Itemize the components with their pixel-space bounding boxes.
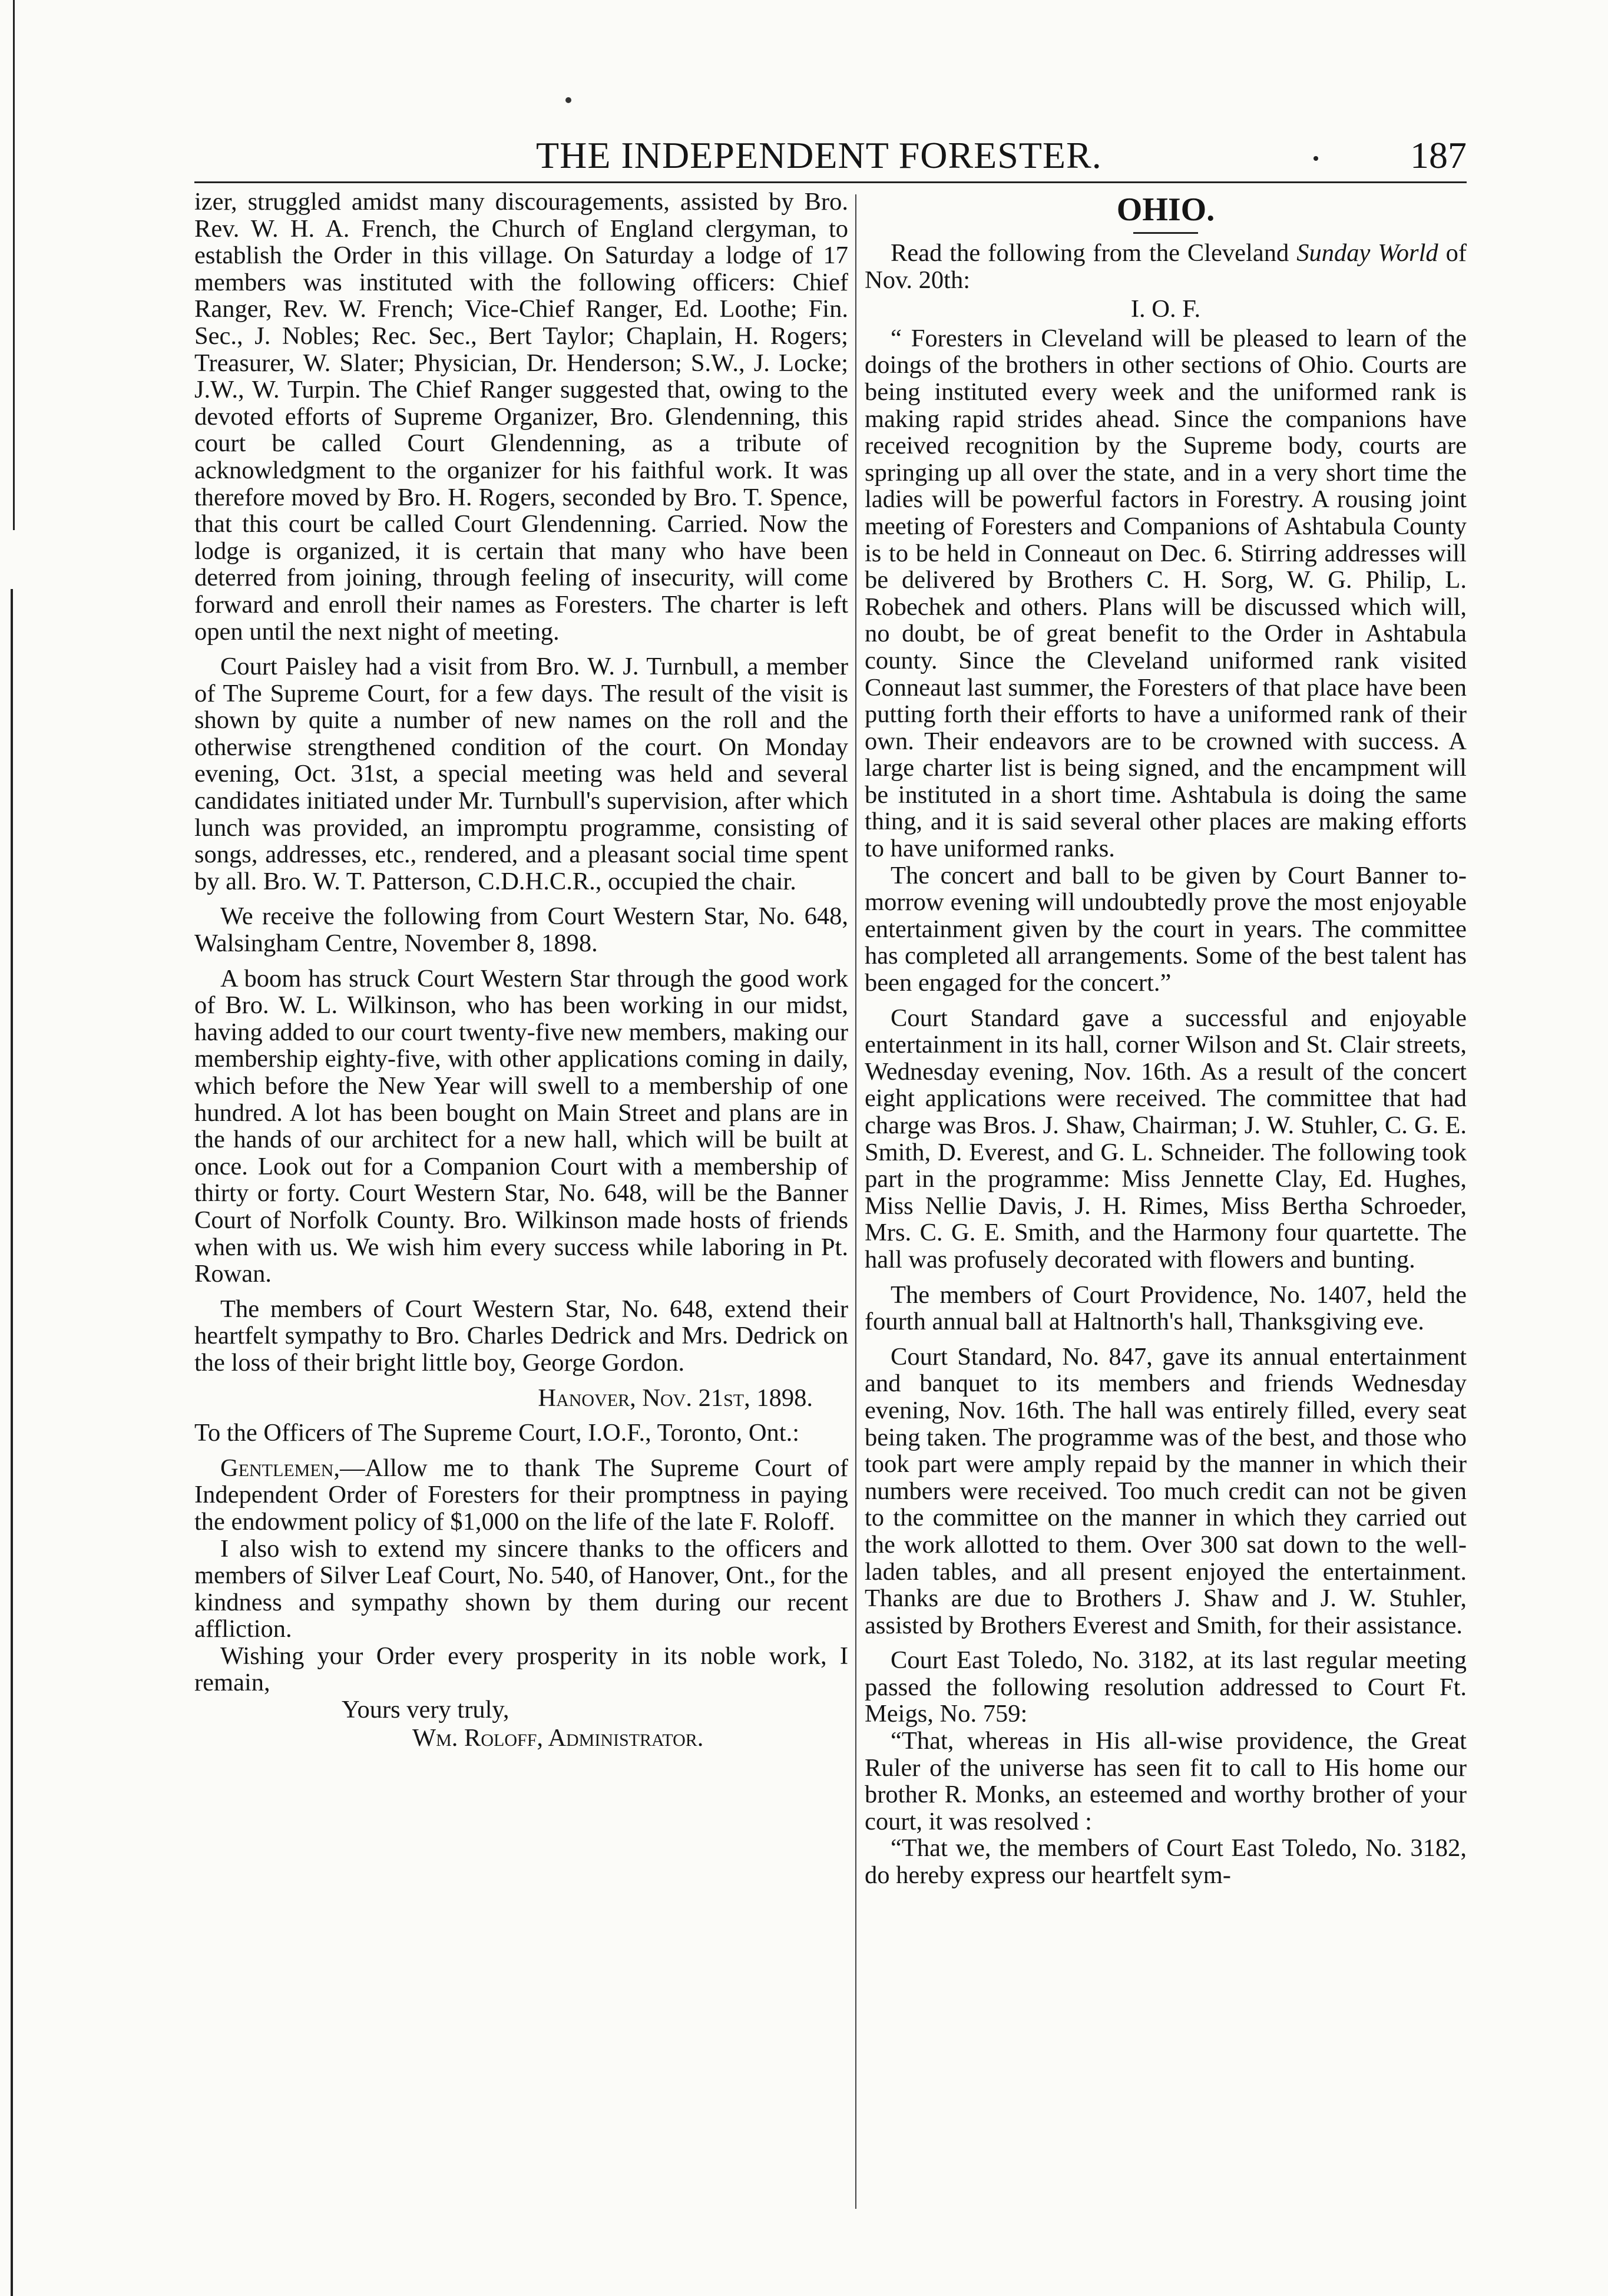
paragraph: izer, struggled amidst many discouragements, assisted by Bro. Rev. W. H. A. French, the Church of England clergyman, to establish the Order in this village. On Saturday a lodge of 17 members was instituted with the following officers: Chief Ranger, Rev. W. French; Vice-Chief Ranger, Ed. Loothe; Fin. Sec., J. Nobles; Rec. Sec., Bert Taylor; Chaplain, H. Rogers; Treasurer, W. Slater; Physician, Dr. Henderson; S.W., J. Locke; J.W., W. Turpin. The Chief Ranger suggested that, owing to the devoted efforts of Supreme Organizer, Bro. Glendenning, this court be called Court Glendenning, as a tribute of acknowledgment to the organizer for his faithful work. It was therefore moved by Bro. H. Rogers, seconded by Bro. T. Spence, that this court be called Court Glendenning. Carried. Now the lodge is organized, it is certain that many who have been deterred from joining, through feeling of insecurity, will come forward and enroll their names as Foresters. The charter is left open until the next night of meeting. (194, 188, 848, 646)
header-rule (194, 181, 1467, 183)
column-divider (855, 194, 856, 2209)
paragraph (865, 240, 1467, 293)
quoted-paragraph: “ Foresters in Cleveland will be pleased to learn of the doings of the brothers in other sections of Ohio. Courts are being instituted every week and the uniformed rank is making rapid strides ahead. Since the companions have received recognition by the Supreme body, courts are springing up all over the state, and in a very short time the ladies will be powerful factors in Forestry. A rousing joint meeting of Foresters and Companions of Ashtabula County is to be held in Conneaut on Dec. 6. Stirring addresses will be delivered by Brothers C. H. Sorg, W. G. Philip, L. Robechek and others. Plans will be discussed which will, no doubt, be of great benefit to the Order in Ashtabula county. Since the Cleveland uniformed rank visited Conneaut last summer, the Foresters of that place have been putting forth their efforts to have a uniformed rank of their own. Their endeavors are to be crowned with success. A large charter list is being signed, and the encampment will be instituted in a short time. Ashtabula is doing the same thing, and it is said several other places are making efforts to have uniformed ranks. (865, 324, 1467, 863)
paragraph: The members of Court Western Star, No. 648, extend their heartfelt sympathy to Bro. Charles Dedrick and Mrs. Dedrick on the loss of their bright little boy, George Gordon. (194, 1295, 848, 1377)
quoted-paragraph: The concert and ball to be given by Court Banner to-morrow evening will undoubtedly prove the most enjoyable entertainment given by the court in years. The committee has completed all arrangements. Some of the best talent has been engaged for the concert.” (865, 861, 1467, 997)
subheading: I. O. F. (1130, 295, 1201, 323)
intro-text: of Nov. 20th: (865, 239, 1467, 294)
letter-body (194, 1455, 848, 1536)
quoted-paragraph: “That we, the members of Court East Toledo, No. 3182, do hereby express our heartfelt sym- (865, 1834, 1467, 1890)
right-column (865, 188, 1467, 1889)
page-edge-line (11, 589, 13, 2296)
scan-speck (1313, 156, 1318, 161)
paragraph: We receive the following from Court Western Star, No. 648, Walsingham Centre, November 8, 1898. (194, 902, 848, 958)
newspaper-name: Sunday World (1296, 239, 1438, 267)
paragraph: I also wish to extend my sincere thanks to the officers and members of Silver Leaf Court, No. 540, of Hanover, Ont., for the kindness and sympathy shown by them during our recent affliction. (194, 1534, 848, 1643)
page-edge-line (13, 0, 15, 530)
paragraph: A boom has struck Court Western Star through the good work of Bro. W. L. Wilkinson, who has been working in our midst, having added to our court twenty-five new members, making our membership eighty-five, with other applications coming in daily, which before the New Year will swell to a membership of one hundred. A lot has been bought on Main Street and plans are in the hands of our architect for a new hall, which will be built at once. Look out for a Companion Court with a membership of thirty or forty. Court Western Star, No. 648, will be the Banner Court of Norfolk County. Bro. Wilkinson made hosts of friends when with us. We wish him every success while laboring in Pt. Rowan. (194, 964, 848, 1288)
intro-text: Read the following from the Cleveland (891, 239, 1297, 267)
letter-closing: Yours very truly, (342, 1696, 509, 1724)
paragraph: Wishing your Order every prosperity in its noble work, I remain, (194, 1642, 848, 1697)
letter-text: —Allow me to thank The Supreme Court of Independent Order of Foresters for their promptness in paying the endowment policy of $1,000 on the life of the late F. Roloff. (194, 1454, 848, 1536)
page-header (194, 127, 1467, 180)
letter-dateline: Hanover, Nov. 21st, 1898. (538, 1384, 813, 1412)
paragraph: The members of Court Providence, No. 1407, held the fourth annual ball at Haltnorth's hall, Thanksgiving eve. (865, 1281, 1467, 1336)
quoted-paragraph: “That, whereas in His all-wise providence, the Great Ruler of the universe has seen fit to call to His home our brother R. Monks, an esteemed and worthy brother of your court, it was resolved : (865, 1727, 1467, 1835)
paragraph: Court East Toledo, No. 3182, at its last regular meeting passed the following resolution addressed to Court Ft. Meigs, No. 759: (865, 1646, 1467, 1728)
running-title: THE INDEPENDENT FORESTER. (536, 134, 1102, 176)
letter-address: To the Officers of The Supreme Court, I.O.F., Toronto, Ont.: (194, 1419, 800, 1447)
paragraph: Court Standard, No. 847, gave its annual entertainment and banquet to its members and friends Wednesday evening, Nov. 16th. The hall was entirely filled, every seat being taken. The programme was of the best, and those who took part were amply repaid by the manner in which their numbers were received. Too much credit can not be given to the committee on the manner in which they carried out the work allotted to them. Over 300 sat down to the well-laden tables, and all present enjoyed the entertainment. Thanks are due to Brothers J. Shaw and J. W. Stuhler, assisted by Brothers Everest and Smith, for their assistance. (865, 1342, 1467, 1639)
page-number: 187 (1410, 134, 1467, 176)
section-heading: OHIO. (1116, 191, 1215, 228)
scan-speck (565, 97, 571, 103)
letter-signature: Wm. Roloff, Administrator. (412, 1723, 704, 1752)
paragraph: Court Standard gave a successful and enjoyable entertainment in its hall, corner Wilson and St. Clair streets, Wednesday evening, Nov. 16th. As a result of the concert eight applications were received. The committee that had charge was Bros. J. Shaw, Chairman; J. W. Stuhler, C. G. E. Smith, D. Everest, and G. L. Schneider. The following took part in the programme: Miss Jennette Clay, Ed. Hughes, Miss Nellie Davis, J. H. Rimes, Miss Bertha Schroeder, Mrs. C. G. E. Smith, and the Harmony four quartette. The hall was profusely decorated with flowers and bunting. (865, 1004, 1467, 1273)
letter-salutation: Gentlemen, (220, 1454, 340, 1482)
heading-rule (1133, 232, 1198, 234)
paragraph: Court Paisley had a visit from Bro. W. J. Turnbull, a member of The Supreme Court, for a few days. The result of the visit is shown by quite a number of new names on the roll and the otherwise strengthened condition of the court. On Monday evening, Oct. 31st, a special meeting was held and several candidates initiated under Mr. Turnbull's supervision, after which lunch was provided, an impromptu programme, consisting of songs, addresses, etc., rendered, and a pleasant social time spent by all. Bro. W. T. Patterson, C.D.H.C.R., occupied the chair. (194, 653, 848, 895)
left-column (194, 188, 848, 1751)
